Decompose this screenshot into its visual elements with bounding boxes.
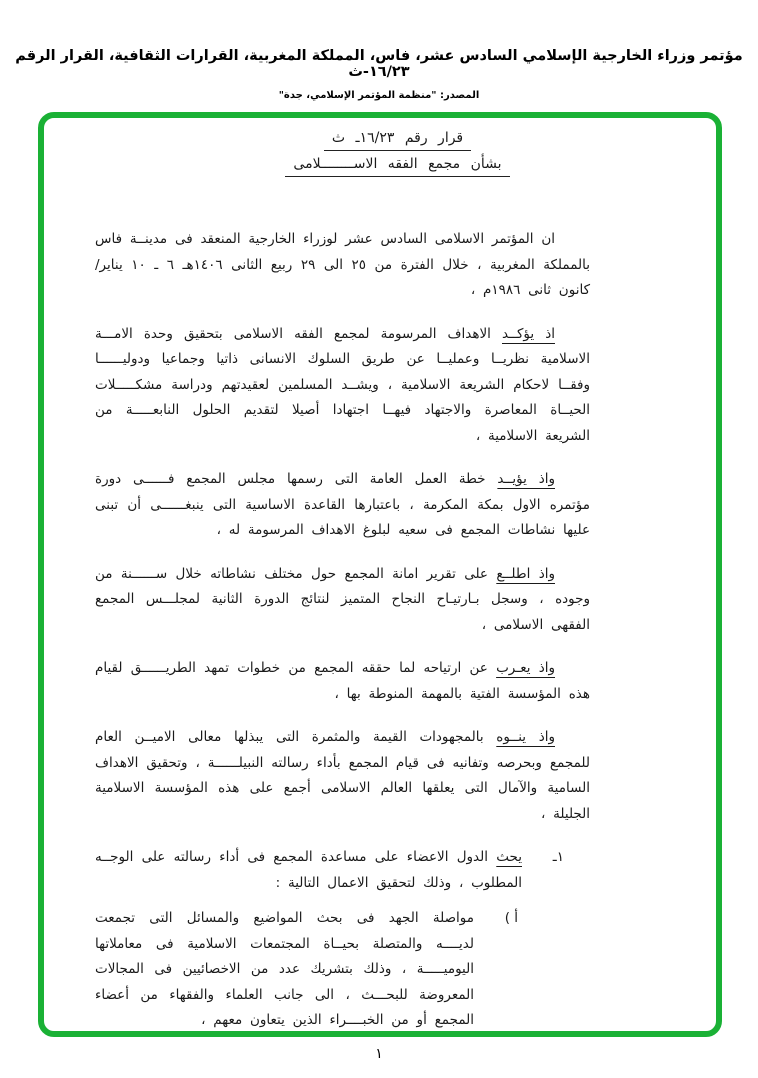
clause-paragraph-4 [95,656,590,707]
clause-paragraph-2 [95,467,590,544]
clause-text-5: بالمجهودات القيمة والمثمرة التى يبذلها معالى الاميــن العام للمجمع وبحرصه وتفانيه فى قيام المجمع بأداء رسالته النبيلــــــة ، وتحقيق الاهداف السامية والآمال التى يعلقها العالم الاسلامى أجمع على هذه المؤسسة الاسلامية الجليلة ، [95,729,590,822]
clause-text-3: على تقرير امانة المجمع حول مختلف نشاطاته خلال ســــــنة من وجوده ، وسجل بـارتيـاح النجاح المتميز لنتائج الدورة الثانية لمجلـــس المجمع الفقهى الاسلامى ، [95,565,590,633]
clause-lead-4: واذ يعـرب [496,660,555,676]
clause-paragraph-1 [95,322,590,450]
resolution-subject-line: بشأن مجمع الفقه الاســــــــلامى [285,156,509,177]
sub-item-a-marker: أ ) [504,910,518,926]
resolution-number-line: قرار رقم ١٦/٢٣ـ ث [324,130,471,151]
clause-text-2: خطة العمل العامة التى رسمها مجلس المجمع فــــــى دورة مؤتمره الاول بمكة المكرمة ، باعتبارها القاعدة الاساسية التى ينبغــــــى أن تبنى عليها نشاطات المجمع فى سعيه لبلوغ الاهداف المرسومة له ، [95,471,590,538]
list-item-1-text [95,845,522,896]
list-item-1-number: ١ـ [552,849,564,865]
sub-item-a-text: مواصلة الجهد فى بحث المواضيع والمسائل التى تجمعت لديــــه والمتصلة بحيــاة المجتمعات الاسلامية فى معاملاتها اليوميـــــة ، وذلك بتشريك عدد من الاخصائيين فى المجالات المعروضة للبحـــث ، الى جانب العلماء والفقهاء من أعضاء المجمع أو من الخبــــراء الذين يتعاون معهم ، [95,910,474,1028]
page-number: ١ [375,1046,383,1062]
list-item-1-lead: يحث [496,849,522,865]
clause-paragraph-3 [95,562,590,639]
clause-lead-3: واذ اطلــع [496,565,555,582]
document-header [0,48,758,101]
header-source-line: المصدر: "منظمة المؤتمر الإسلامي، جدة" [278,90,480,101]
clause-lead-2: واذ يؤيــد [497,471,555,487]
clause-paragraph-5 [95,725,590,827]
preamble-paragraph: ان المؤتمر الاسلامى السادس عشر لوزراء الخارجية المنعقد فى مدينــة فاس بالمملكة المغربية ، خلال الفترة من ٢٥ الى ٢٩ ربيع الثانى ١٤٠٦هـ ٦ ـ ١٠ يناير/ كانون ثانى ١٩٨٦م ، [95,231,590,298]
clause-text-1: الاهداف المرسومة لمجمع الفقه الاسلامى بتحقيق وحدة الامـــة الاسلامية نظريــا وعمليــا عن طريق السلوك الانسانى ذاتيا وجماعيا ودوليــــــا وفقــا لاحكام الشريعة الاسلامية ، ويشــد المسلمين لعقيدتهم ودراسة مشكـــــلات الحيــاة المعاصرة والاجتهاد فيهــا اجتهادا أصيلا لتقديم الحلول النابعـــــة من الشريعة الاسلامية ، [95,325,590,444]
list-item-1 [95,845,564,896]
header-title: مؤتمر وزراء الخارجية الإسلامي السادس عشر، فاس، المملكة المغربية، القرارات الثقافية، القرار الرقم ١٦/٢٣-ث [15,48,743,80]
clause-lead-5: واذ ينــوه [496,729,555,745]
resolution-title [150,130,645,177]
scanned-document-body [44,118,716,1052]
list-item-1-rest: الدول الاعضاء على مساعدة المجمع فى أداء رسالته على الوجــه المطلوب ، وذلك لتحقيق الاعمال التالية : [95,849,522,891]
clause-lead-1: اذ يؤكــد [502,325,555,342]
sub-item-a [95,906,520,1034]
clause-text-4: عن ارتياحه لما حققه المجمع من خطوات تمهد الطريــــــق لقيام هذه المؤسسة الفتية بالمهمة المنوطة بها ، [95,660,590,702]
